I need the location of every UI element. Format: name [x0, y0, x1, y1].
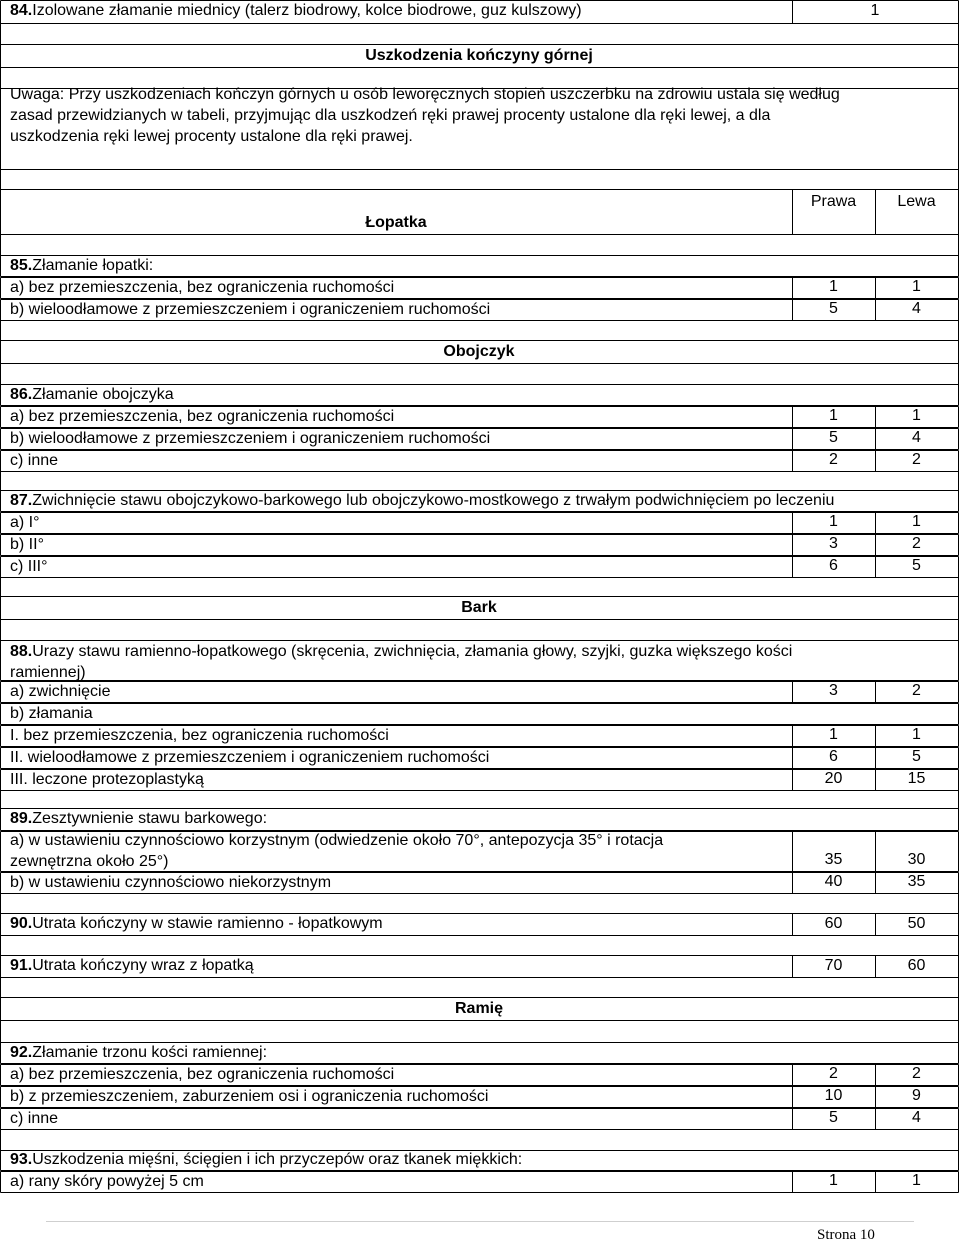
row-label: c) inne [10, 1110, 59, 1127]
value-right: 1 [829, 278, 838, 295]
value-left: 2 [912, 535, 921, 552]
row-label: III. leczone protezoplastyką [10, 771, 204, 788]
entry-text: Uszkodzenia mięśni, ścięgien i ich przyczepów oraz tkanek miękkich: [32, 1151, 523, 1168]
row-label: a) bez przemieszczenia, bez ograniczenia ruchomości [10, 408, 395, 425]
entry-title [10, 1151, 522, 1169]
value-left: 5 [912, 748, 921, 765]
row-label: a) w ustawieniu czynnościowo korzystnym (odwiedzenie około 70°, antepozycja 35° i rotacja [10, 832, 664, 849]
row-label: a) bez przemieszczenia, bez ograniczenia ruchomości [10, 1066, 395, 1083]
section-heading: Ramię [454, 1000, 504, 1017]
column-header-right: Prawa [810, 193, 857, 210]
value-right: 2 [829, 1065, 838, 1082]
value-right: 3 [829, 682, 838, 699]
value-right: 3 [829, 535, 838, 552]
value-left: 35 [907, 873, 926, 890]
value-right: 1 [829, 407, 838, 424]
value-left: 2 [912, 451, 921, 468]
entry-text: Złamanie łopatki: [32, 257, 154, 274]
row-label: b) II° [10, 536, 44, 553]
value-left: 5 [912, 557, 921, 574]
entry-number: 87. [10, 492, 33, 509]
entry-number: 86. [10, 386, 33, 403]
value-left: 1 [912, 513, 921, 530]
value-left: 9 [912, 1087, 921, 1104]
entry-text: Zwichnięcie stawu obojczykowo-barkowego lub obojczykowo-mostkowego z trwałym podwichnięciem po leczeniu [32, 492, 835, 509]
section-heading: Bark [461, 599, 497, 616]
value-left: 1 [912, 726, 921, 743]
value-left: 2 [912, 682, 921, 699]
entry-text: Złamanie obojczyka [32, 386, 174, 403]
entry-text: Utrata kończyny w stawie ramienno - łopatkowym [32, 915, 383, 932]
row-label: b) wieloodłamowe z przemieszczeniem i ograniczeniem ruchomości [10, 301, 491, 318]
entry-title [10, 257, 153, 275]
value-right: 5 [829, 429, 838, 446]
row-label: a) I° [10, 514, 40, 531]
entry-text: Utrata kończyny wraz z łopatką [32, 957, 254, 974]
entry-title [10, 810, 267, 828]
value-left: 1 [912, 1172, 921, 1189]
section-heading: Uszkodzenia kończyny górnej [365, 47, 593, 64]
value-left: 15 [907, 770, 926, 787]
row-label: a) zwichnięcie [10, 683, 111, 700]
entry-number: 88. [10, 643, 33, 660]
value-right: 70 [824, 957, 843, 974]
section-heading: Łopatka [365, 214, 427, 231]
entry-text: Zesztywnienie stawu barkowego: [32, 810, 268, 827]
entry-number: 91. [10, 957, 33, 974]
row-label: c) III° [10, 558, 48, 575]
entry-text: Urazy stawu ramienno-łopatkowego (skręcenia, zwichnięcia, złamania głowy, szyjki, guzka większego kości [32, 643, 793, 660]
entry-title [10, 915, 383, 933]
note-line: Uwaga: Przy uszkodzeniach kończyn górnych u osób leworęcznych stopień uszczerbku na zdrowiu ustala się według [10, 86, 840, 103]
value-right: 60 [824, 915, 843, 932]
value-left: 50 [907, 915, 926, 932]
entry-title [10, 957, 254, 975]
value-right: 5 [829, 300, 838, 317]
row-label: b) w ustawieniu czynnościowo niekorzystnym [10, 874, 332, 891]
entry-text: Izolowane złamanie miednicy (talerz biodrowy, kolce biodrowe, guz kulszowy) [32, 2, 582, 19]
value-right: 35 [824, 851, 843, 868]
entry-text: Złamanie trzonu kości ramiennej: [32, 1044, 268, 1061]
entry-text: ramiennej) [10, 664, 86, 681]
entry-number: 90. [10, 915, 33, 932]
value-left: 4 [912, 300, 921, 317]
note-line: zasad przewidzianych w tabeli, przyjmując dla uszkodzeń ręki prawej procenty ustalone dla ręki lewej, a dla [10, 107, 771, 124]
row-label: a) rany skóry powyżej 5 cm [10, 1173, 204, 1190]
value-left: 1 [912, 407, 921, 424]
value-right: 2 [829, 451, 838, 468]
note-line: uszkodzenia ręki lewej procenty ustalone dla ręki prawej. [10, 128, 413, 145]
row-label: b) wieloodłamowe z przemieszczeniem i ograniczeniem ruchomości [10, 430, 491, 447]
entry-title [10, 1044, 267, 1062]
value-left: 30 [907, 851, 926, 868]
value-right: 1 [829, 513, 838, 530]
value-right: 6 [829, 557, 838, 574]
footer-divider [46, 1221, 914, 1222]
column-header-left: Lewa [897, 193, 936, 210]
entry-number: 85. [10, 257, 33, 274]
value-left: 4 [912, 429, 921, 446]
row-label: a) bez przemieszczenia, bez ograniczenia ruchomości [10, 279, 395, 296]
row-label: I. bez przemieszczenia, bez ograniczenia ruchomości [10, 727, 389, 744]
value-left: 4 [912, 1109, 921, 1126]
entry-title [10, 492, 834, 510]
row-label: c) inne [10, 452, 59, 469]
entry-number: 89. [10, 810, 33, 827]
value-right: 1 [829, 1172, 838, 1189]
row-label: b) złamania [10, 705, 93, 722]
value-right: 5 [829, 1109, 838, 1126]
value-merged: 1 [870, 2, 880, 19]
value-right: 40 [824, 873, 843, 890]
value-right: 6 [829, 748, 838, 765]
entry-title [10, 386, 174, 404]
row-label: b) z przemieszczeniem, zaburzeniem osi i ograniczenia ruchomości [10, 1088, 489, 1105]
value-left: 1 [912, 278, 921, 295]
section-heading: Obojczyk [443, 343, 515, 360]
value-right: 1 [829, 726, 838, 743]
row-label: II. wieloodłamowe z przemieszczeniem i ograniczeniem ruchomości [10, 749, 490, 766]
value-right: 10 [824, 1087, 843, 1104]
value-left: 2 [912, 1065, 921, 1082]
entry-number: 92. [10, 1044, 33, 1061]
value-left: 60 [907, 957, 926, 974]
page-number: Strona 10 [817, 1227, 875, 1243]
entry-title [10, 2, 582, 20]
entry-number: 84. [10, 2, 33, 19]
entry-number: 93. [10, 1151, 33, 1168]
value-right: 20 [824, 770, 843, 787]
entry-title [10, 641, 792, 683]
row-label: zewnętrzna około 25°) [10, 853, 169, 870]
